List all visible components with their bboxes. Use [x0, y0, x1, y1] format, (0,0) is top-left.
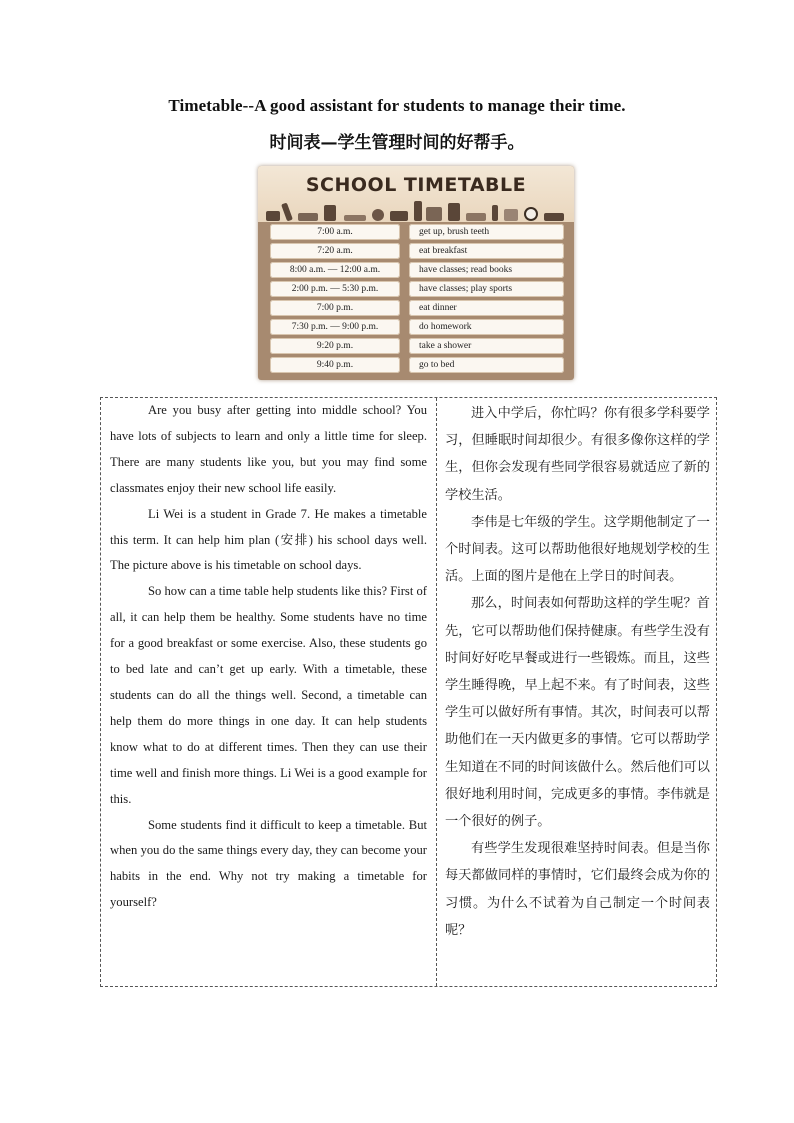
chinese-paragraph: 那么，时间表如何帮助这样的学生呢？首先，它可以帮助他们保持健康。有些学生没有时间好好吃早餐或进行一些锻炼。而且，这些学生睡得晚，早上起不来。有了时间表，这些学生可以做好所有事情。其次，时间表可以帮助他们在一天内做更多的事情。它可以帮助学生知道在不同的时间该做什么。然后他们可以很好地利用时间，完成更多的事情。李伟就是一个很好的例子。	[445, 596, 710, 830]
timetable-activity-cell: take a shower	[409, 338, 564, 354]
english-paragraph: Li Wei is a student in Grade 7. He makes a timetable this term. It can help him plan (安排) his school days well. The picture above is his timetable on school days.	[110, 506, 427, 573]
timetable-time-cell: 9:40 p.m.	[270, 357, 400, 373]
timetable-time-cell: 7:20 a.m.	[270, 243, 400, 259]
english-paragraph: Are you busy after getting into middle school? You have lots of subjects to learn and only a little time for sleep. There are many students like you, but you may find some classmates enjoy their new school life easily.	[110, 403, 427, 495]
timetable-activity-cell: go to bed	[409, 357, 564, 373]
timetable-activity-cell: get up, brush teeth	[409, 224, 564, 240]
chinese-paragraph: 李伟是七年级的学生。这学期他制定了一个时间表。这可以帮助他很好地规划学校的生活。上面的图片是他在上学日的时间表。	[445, 514, 710, 585]
page-title-chinese: 时间表—学生管理时间的好帮手。	[269, 133, 525, 153]
timetable-activity-cell: eat dinner	[409, 300, 564, 316]
timetable-header	[258, 166, 574, 222]
school-timetable-image	[258, 166, 574, 380]
timetable-time-cell: 2:00 p.m. — 5:30 p.m.	[270, 281, 400, 297]
timetable-times-column	[270, 224, 400, 376]
timetable-activity-cell: eat breakfast	[409, 243, 564, 259]
english-passage	[110, 398, 427, 916]
chinese-paragraph: 有些学生发现很难坚持时间表。但是当你每天都做同样的事情时，它们最终会成为你的习惯。为什么不试着为自己制定一个时间表呢？	[445, 841, 710, 938]
column-divider	[436, 398, 437, 986]
timetable-title: SCHOOL TIMETABLE	[305, 174, 527, 196]
reading-passage-box	[100, 397, 717, 987]
timetable-time-cell: 7:00 a.m.	[270, 224, 400, 240]
english-paragraph: Some students find it difficult to keep a timetable. But when you do the same things every day, they can become your habits in the end. Why not try making a timetable for yourself?	[110, 817, 427, 910]
chinese-paragraph: 进入中学后，你忙吗？你有很多学科要学习，但睡眠时间却很少。有很多像你这样的学生，但你会发现有些同学很容易就适应了新的学校生活。	[445, 406, 710, 503]
chinese-passage	[445, 400, 710, 944]
timetable-time-cell: 7:30 p.m. — 9:00 p.m.	[270, 319, 400, 335]
english-paragraph: So how can a time table help students like this? First of all, it can help them be healthy. Some students have no time for a good breakfast or some exercise. Also, these students go to bed late and can’t get up early. With a timetable, these students can do all the things well. Second, a timetable can help them do more things in one day. It can help students know what to do at different times. Then they can use their time well and finish more things. Li Wei is a good example for this.	[110, 584, 427, 806]
timetable-activities-column	[409, 224, 564, 376]
page-title-english: Timetable--A good assistant for students to manage their time.	[168, 96, 626, 115]
timetable-time-cell: 7:00 p.m.	[270, 300, 400, 316]
timetable-activity-cell: do homework	[409, 319, 564, 335]
school-supplies-icon	[264, 199, 568, 221]
timetable-activity-cell: have classes; play sports	[409, 281, 564, 297]
timetable-activity-cell: have classes; read books	[409, 262, 564, 278]
timetable-time-cell: 9:20 p.m.	[270, 338, 400, 354]
timetable-time-cell: 8:00 a.m. — 12:00 a.m.	[270, 262, 400, 278]
